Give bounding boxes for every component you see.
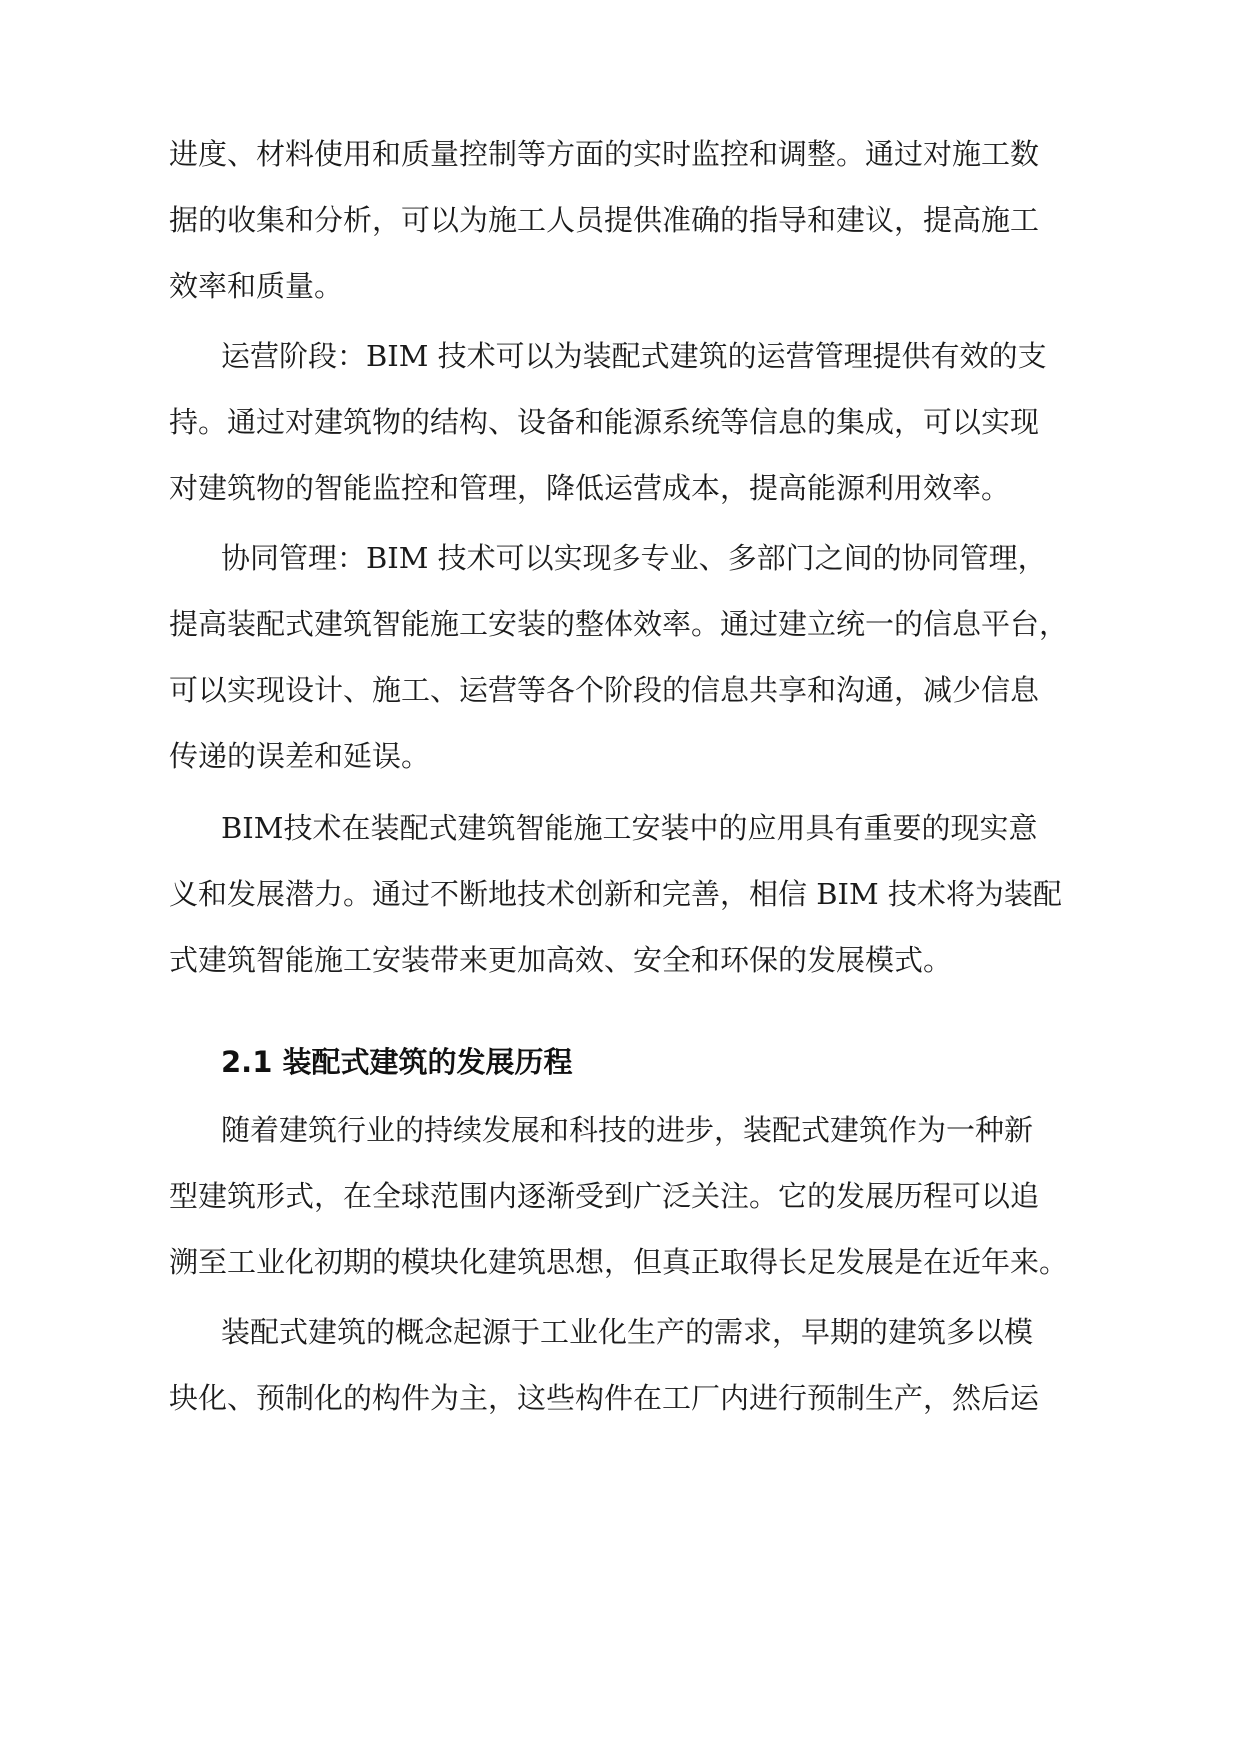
paragraph-line: 溯至工业化初期的模块化建筑思想，但真正取得长足发展是在近年来。 (169, 1245, 1069, 1279)
paragraph-line: 传递的误差和延误。 (169, 739, 431, 773)
paragraph-line: 提高装配式建筑智能施工安装的整体效率。通过建立统一的信息平台， (169, 607, 1069, 641)
paragraph-line: 装配式建筑的概念起源于工业化生产的需求，早期的建筑多以模 (221, 1315, 1034, 1349)
paragraph-line: 协同管理：BIM 技术可以实现多专业、多部门之间的协同管理， (221, 541, 1047, 575)
paragraph-line: BIM技术在装配式建筑智能施工安装中的应用具有重要的现实意 (221, 811, 1038, 845)
section-heading: 2.1 装配式建筑的发展历程 (221, 1045, 573, 1079)
paragraph-line: 进度、材料使用和质量控制等方面的实时监控和调整。通过对施工数 (169, 137, 1040, 171)
paragraph-line: 型建筑形式，在全球范围内逐渐受到广泛关注。它的发展历程可以追 (169, 1179, 1040, 1213)
paragraph-line: 义和发展潜力。通过不断地技术创新和完善，相信 BIM 技术将为装配 (169, 877, 1062, 911)
paragraph-line: 运营阶段：BIM 技术可以为装配式建筑的运营管理提供有效的支 (221, 339, 1047, 373)
paragraph-line: 效率和质量。 (169, 269, 344, 303)
paragraph-line: 可以实现设计、施工、运营等各个阶段的信息共享和沟通，减少信息 (169, 673, 1040, 707)
paragraph-line: 式建筑智能施工安装带来更加高效、安全和环保的发展模式。 (169, 943, 953, 977)
paragraph-line: 块化、预制化的构件为主，这些构件在工厂内进行预制生产，然后运 (169, 1381, 1040, 1415)
paragraph-line: 据的收集和分析，可以为施工人员提供准确的指导和建议，提高施工 (169, 203, 1040, 237)
paragraph-line: 对建筑物的智能监控和管理，降低运营成本，提高能源利用效率。 (169, 471, 1011, 505)
paragraph-line: 随着建筑行业的持续发展和科技的进步，装配式建筑作为一种新 (221, 1113, 1034, 1147)
paragraph-line: 持。通过对建筑物的结构、设备和能源系统等信息的集成，可以实现 (169, 405, 1040, 439)
